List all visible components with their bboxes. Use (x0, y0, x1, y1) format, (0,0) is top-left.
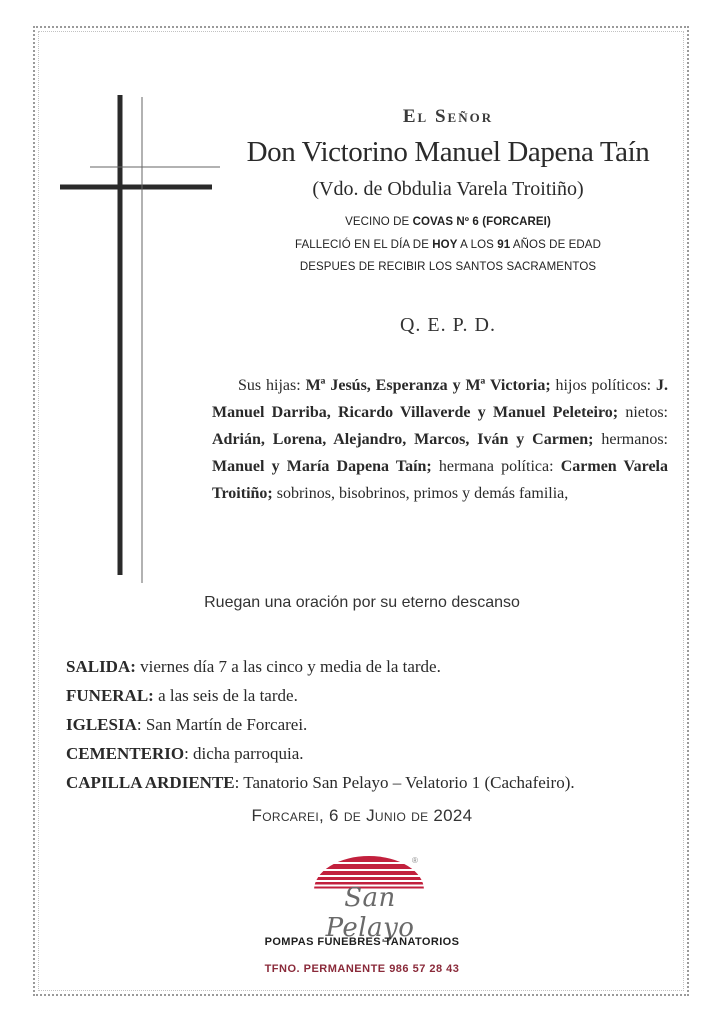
detail-iglesia (66, 710, 686, 739)
widower-of: (Vdo. de Obdulia Varela Troitiño) (312, 178, 584, 200)
sacraments-line: DESPUES DE RECIBIR LOS SANTOS SACRAMENTOS (299, 261, 597, 273)
detail-label: FUNERAL: (66, 686, 154, 705)
death-line (218, 239, 678, 251)
family-text: nietos: (618, 404, 668, 421)
detail-value: : dicha parroquia. (184, 744, 304, 763)
phone-number: TFNO. PERMANENTE 986 57 28 43 (264, 963, 460, 975)
detail-salida (66, 652, 686, 681)
death-age: 91 (497, 239, 511, 251)
qepd: Q. E. P. D. (399, 314, 496, 336)
family-text: Sus hijas: (238, 377, 306, 394)
registered-mark: ® (412, 856, 418, 865)
logo-wordmark: San Pelayo (325, 883, 415, 943)
ceremony-details (66, 652, 686, 797)
family-text: sobrinos, bisobrinos, primos y demás familia, (272, 485, 569, 502)
family-paragraph (212, 372, 668, 507)
detail-label: CEMENTERIO (66, 744, 185, 763)
date-line: Forcarei, 6 de Junio de 2024 (251, 806, 473, 825)
detail-cementerio (66, 739, 686, 768)
death-text-2: A LOS (457, 239, 498, 251)
family-names: J. Manuel Darriba, Ricardo Villaverde y Manuel Peleteiro; (212, 377, 669, 421)
family-names: Mª Jesús, Esperanza y Mª Victoria; (305, 377, 551, 394)
family-names: Manuel y María Dapena Taín; (212, 458, 432, 475)
company-tagline: POMPAS FUNEBRES TANATORIOS (264, 936, 460, 948)
deceased-name: Don Victorino Manuel Dapena Taín (246, 136, 650, 168)
death-text-1: FALLECIÓ EN EL DÍA DE (295, 239, 433, 251)
detail-label: SALIDA: (66, 657, 136, 676)
death-day: HOY (432, 239, 458, 251)
detail-value: : San Martín de Forcarei. (136, 715, 308, 734)
residence-address: COVAS Nº 6 (FORCAREI) (412, 216, 551, 228)
detail-value: viernes día 7 a las cinco y media de la tarde. (135, 657, 441, 676)
detail-value: a las seis de la tarde. (153, 686, 298, 705)
family-names: Adrián, Lorena, Alejandro, Marcos, Iván y Carmen; (212, 431, 594, 448)
family-names: Carmen Varela Troitiño; (212, 458, 668, 502)
detail-label: IGLESIA (66, 715, 137, 734)
detail-capilla (66, 768, 686, 797)
death-text-3: AÑOS DE EDAD (510, 239, 601, 251)
family-text: hermana política: (431, 458, 561, 475)
family-text: hijos políticos: (550, 377, 657, 394)
detail-label: CAPILLA ARDIENTE (66, 773, 235, 792)
title-el-senor: El Señor (402, 106, 494, 127)
prayer-request: Ruegan una oración por su eterno descanso (204, 594, 520, 611)
residence-line (218, 216, 678, 228)
detail-funeral (66, 681, 686, 710)
cross-icon (60, 95, 220, 585)
residence-prefix: VECINO DE (345, 216, 413, 228)
detail-value: : Tanatorio San Pelayo – Velatorio 1 (Cachafeiro). (234, 773, 575, 792)
family-text: hermanos: (593, 431, 668, 448)
